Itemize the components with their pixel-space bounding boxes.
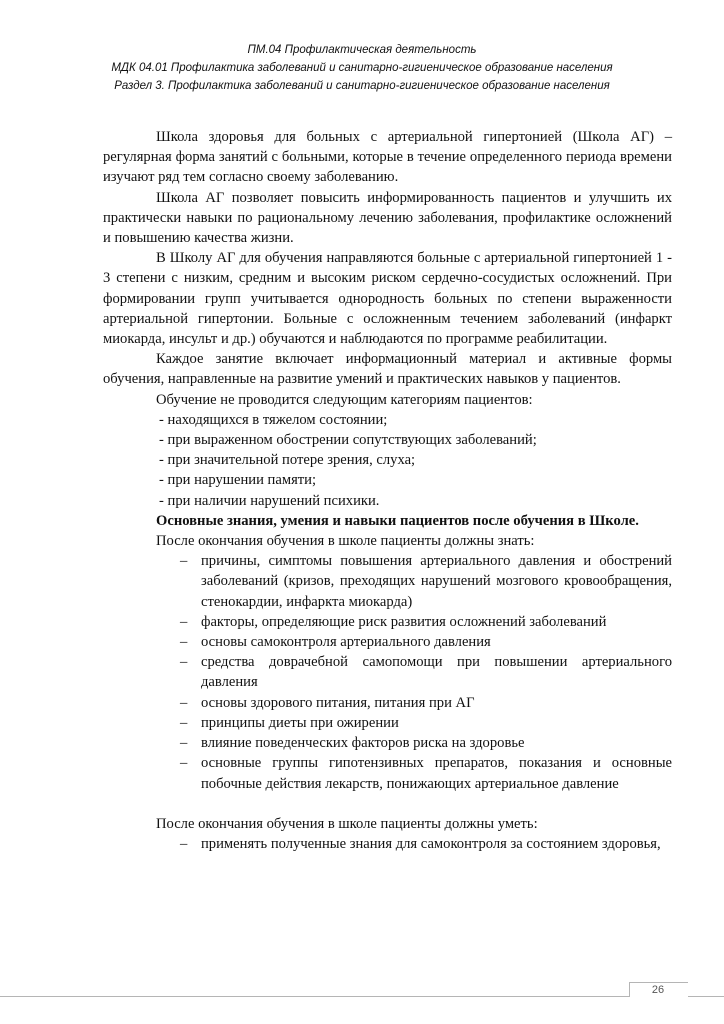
- spacer: [103, 794, 672, 814]
- list-item: [103, 733, 672, 753]
- knowledge-intro: После окончания обучения в школе пациенты должны знать:: [156, 533, 535, 550]
- running-header-course: МДК 04.01 Профилактика заболеваний и санитарно-гигиеническое образование населения: [111, 62, 613, 74]
- dash-bullet: –: [180, 714, 188, 731]
- list-item-text: причины, симптомы повышения артериального давления и обострений заболеваний (кризов, преходящих нарушений мозгового кровообращения, стенокардии, инфаркта миокарда): [201, 553, 672, 610]
- list-item: [103, 713, 672, 733]
- skills-intro: После окончания обучения в школе пациенты должны уметь:: [156, 815, 538, 832]
- list-item-text: применять полученные знания для самоконтроля за состоянием здоровья,: [201, 835, 661, 852]
- document-body: [103, 127, 672, 854]
- page-number: 26: [651, 984, 665, 996]
- list-item: [103, 834, 672, 854]
- skills-list: [103, 834, 672, 854]
- dash-bullet: –: [180, 613, 188, 630]
- list-item-text: основы самоконтроля артериального давления: [201, 634, 491, 651]
- exclusion-item: - при наличии нарушений психики.: [159, 492, 380, 509]
- list-item-text: основы здорового питания, питания при АГ: [201, 694, 475, 711]
- paragraph-lessons: Каждое занятие включает информационный материал и активные формы обучения, направленные на развитие умений и практических навыков у пациентов.: [103, 351, 672, 388]
- list-item-text: влияние поведенческих факторов риска на здоровье: [201, 735, 525, 752]
- exclusion-item: - при значительной потере зрения, слуха;: [159, 452, 416, 469]
- paragraph-admission: В Школу АГ для обучения направляются больные с артериальной гипертонией 1 - 3 степени с низким, средним и высоким риском сердечно-сосудистых осложнений. При формировании групп учитывается однородность больных по степени выраженности артериальной гипертонии. Больные с осложненным течением заболеваний (инфаркт миокарда, инсульт и др.) обучаются и наблюдаются по программе реабилитации.: [103, 250, 672, 348]
- list-item: [103, 632, 672, 652]
- paragraph-intro: Школа здоровья для больных с артериальной гипертонией (Школа АГ) – регулярная форма занятий с больными, которые в течение определенного периода времени изучают ряд тем согласно своему заболеванию.: [103, 129, 672, 186]
- dash-bullet: –: [180, 694, 188, 711]
- list-item-text: принципы диеты при ожирении: [201, 714, 399, 731]
- dash-bullet: –: [180, 654, 188, 671]
- list-item: [103, 693, 672, 713]
- exclusion-item: - находящихся в тяжелом состоянии;: [159, 411, 388, 428]
- dash-bullet: –: [180, 735, 188, 752]
- knowledge-list: [103, 551, 672, 793]
- list-item: [103, 612, 672, 632]
- footer-rule: [0, 996, 724, 997]
- exclusion-item: - при нарушении памяти;: [159, 472, 317, 489]
- dash-bullet: –: [180, 553, 188, 570]
- list-item: [103, 753, 672, 793]
- paragraph-exclusions: Обучение не проводится следующим категориям пациентов:: [156, 391, 533, 408]
- dash-bullet: –: [180, 835, 188, 852]
- exclusion-item: - при выраженном обострении сопутствующих заболеваний;: [159, 432, 537, 449]
- list-item-text: основные группы гипотензивных препаратов, показания и основные побочные действия лекарств, понижающих артериальное давление: [201, 755, 672, 792]
- dash-bullet: –: [180, 755, 188, 772]
- running-header-module: ПМ.04 Профилактическая деятельность: [247, 44, 477, 56]
- list-item-text: факторы, определяющие риск развития осложнений заболеваний: [201, 613, 607, 630]
- paragraph-goals: Школа АГ позволяет повысить информированность пациентов и улучшить их практически навыки по рациональному лечению заболевания, профилактике осложнений и повышению качества жизни.: [103, 189, 672, 247]
- list-item-text: средства доврачебной самопомощи при повышении артериального давления: [201, 654, 672, 691]
- running-header-section: Раздел 3. Профилактика заболеваний и санитарно-гигиеническое образование населения: [114, 80, 610, 92]
- dash-bullet: –: [180, 634, 188, 651]
- list-item: [103, 652, 672, 692]
- section-heading: Основные знания, умения и навыки пациентов после обучения в Школе.: [156, 512, 639, 529]
- list-item: [103, 551, 672, 612]
